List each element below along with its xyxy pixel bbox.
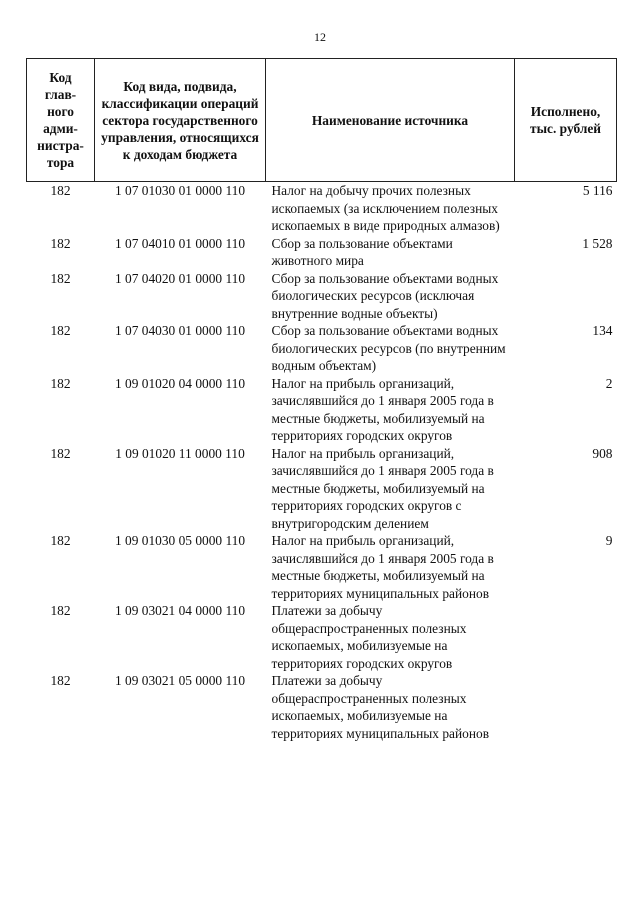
cell-executed: 2: [605, 375, 613, 391]
header-source-name-text: Наименование источника: [311, 112, 469, 128]
cell-admin-code: 182: [50, 673, 71, 688]
table-row: [27, 322, 617, 375]
table-row: [27, 182, 617, 235]
cell-source-name: Сбор за пользование объектами животного мира: [271, 235, 453, 268]
cell-source-name: Налог на прибыль организаций, зачислявшийся до 1 января 2005 года в местные бюджеты, мобилизуемый на территориях городских округов: [271, 375, 494, 443]
header-source-name: [266, 59, 515, 182]
table-row: [27, 375, 617, 445]
header-classification-code: [95, 59, 266, 182]
table-row: [27, 235, 617, 270]
cell-executed: 134: [592, 323, 613, 338]
cell-executed: 908: [592, 445, 613, 461]
table-body: [27, 182, 617, 743]
cell-classification-code: 1 07 04010 01 0000 110: [114, 235, 246, 251]
cell-classification-code: 1 09 03021 05 0000 110: [114, 673, 246, 688]
cell-admin-code: 182: [50, 235, 71, 251]
header-admin-code-text: Код глав-ного адми-нистра-тора: [37, 70, 84, 170]
cell-source-name: Сбор за пользование объектами водных биологических ресурсов (исключая внутренние водные объекты): [271, 270, 499, 321]
header-executed-text: Исполнено, тыс. рублей: [530, 104, 601, 136]
cell-executed: [515, 672, 617, 742]
cell-admin-code: 182: [50, 375, 71, 391]
cell-executed: 9: [605, 533, 613, 548]
header-executed: [515, 59, 617, 182]
header-classification-code-text: Код вида, подвида, классификации операций сектора государственного управления, относящихся к доходам бюджета: [101, 78, 259, 162]
cell-source-name: Платежи за добычу общераспространенных полезных ископаемых, мобилизуемые на территориях городских округов: [271, 603, 467, 671]
cell-classification-code: 1 09 01020 11 0000 110: [115, 445, 245, 461]
cell-executed: 1 528: [582, 235, 613, 251]
header-admin-code: [27, 59, 95, 182]
cell-classification-code: 1 07 04030 01 0000 110: [114, 323, 246, 338]
cell-classification-code: 1 07 04020 01 0000 110: [114, 270, 246, 286]
table-row: [27, 532, 617, 602]
cell-admin-code: 182: [50, 270, 71, 286]
revenue-table: [26, 58, 617, 742]
cell-admin-code: 182: [50, 603, 71, 618]
cell-classification-code: 1 07 01030 01 0000 110: [114, 183, 246, 198]
header-row: [27, 59, 617, 182]
cell-executed: [515, 602, 617, 672]
table-row: [27, 445, 617, 533]
table-row: [27, 602, 617, 672]
page-number: 12: [314, 30, 326, 44]
cell-admin-code: 182: [50, 445, 71, 461]
cell-source-name: Налог на прибыль организаций, зачислявшийся до 1 января 2005 года в местные бюджеты, мобилизуемый на территориях муниципальных районов: [271, 533, 494, 601]
table-header: [27, 59, 617, 182]
cell-source-name: Налог на добычу прочих полезных ископаемых (за исключением полезных ископаемых в виде природных алмазов): [271, 183, 500, 233]
cell-source-name: Налог на прибыль организаций, зачислявшийся до 1 января 2005 года в местные бюджеты, мобилизуемый на территориях городских округов с внутригородским делением: [271, 445, 494, 531]
cell-executed: 5 116: [582, 183, 613, 198]
cell-classification-code: 1 09 03021 04 0000 110: [114, 603, 246, 618]
cell-source-name: Платежи за добычу общераспространенных полезных ископаемых, мобилизуемые на территориях муниципальных районов: [271, 673, 490, 741]
cell-classification-code: 1 09 01020 04 0000 110: [114, 375, 246, 391]
cell-admin-code: 182: [50, 533, 71, 548]
table-row: [27, 270, 617, 323]
cell-classification-code: 1 09 01030 05 0000 110: [114, 533, 246, 548]
cell-admin-code: 182: [50, 323, 71, 338]
cell-admin-code: 182: [50, 183, 71, 198]
cell-source-name: Сбор за пользование объектами водных биологических ресурсов (по внутренним водным объектам): [271, 323, 506, 373]
cell-executed: [515, 270, 617, 323]
table-row: [27, 672, 617, 742]
